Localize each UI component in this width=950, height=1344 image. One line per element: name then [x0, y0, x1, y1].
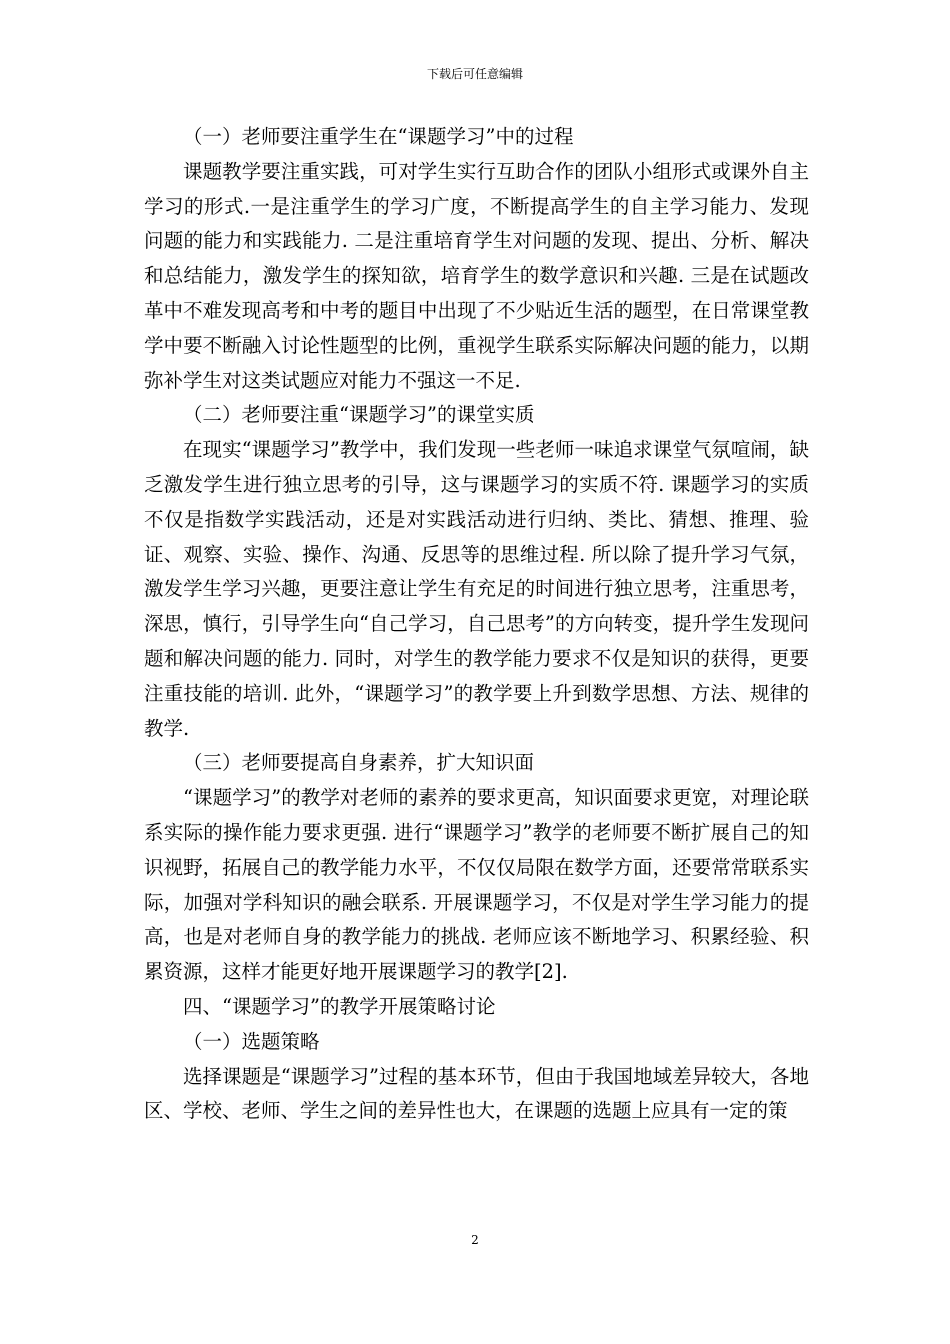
section-heading-strategy: 四、“课题学习”的教学开展策略讨论	[183, 994, 496, 1018]
body-paragraph-knowledge: “课题学习”的教学对老师的素养的要求更高，知识面要求更宽，对理论联系实际的操作能力要求更强. 进行“课题学习”教学的老师要不断扩展自己的知识视野，拓展自己的教学能力水平，不仅仅局限在数学方面，还要常常联系实际，加强对学科知识的融会联系. 开展课题学习，不仅是对学生学习能力的提高，也是对老师自身的教学能力的挑战. 老师应该不断地学习、积累经验、积累资源，这样才能更好地开展课题学习的教学[2].	[144, 786, 809, 984]
body-paragraph-topic-selection: 选择课题是“课题学习”过程的基本环节，但由于我国地域差异较大，各地区、学校、老师、学生之间的差异性也大，在课题的选题上应具有一定的策	[144, 1064, 809, 1123]
section-heading-classroom-essence: （二）老师要注重“课题学习”的课堂实质	[183, 403, 535, 427]
document-body	[144, 120, 809, 1129]
body-paragraph-practice: 课题教学要注重实践，可对学生实行互助合作的团队小组形式或课外自主学习的形式.一是注重学生的学习广度，不断提高学生的自主学习能力、发现问题的能力和实践能力. 二是注重培育学生对问题的发现、提出、分析、解决和总结能力，激发学生的探知欲，培育学生的数学意识和兴趣. 三是在试题改革中不难发现高考和中考的题目中出现了不少贴近生活的题型，在日常课堂教学中要不断融入讨论性题型的比例，重视学生联系实际解决问题的能力，以期弥补学生对这类试题应对能力不强这一不足.	[144, 159, 809, 392]
section-heading-teacher-process: （一）老师要注重学生在“课题学习”中的过程	[183, 125, 574, 148]
page-number: 2	[471, 1233, 479, 1247]
body-paragraph-independent-thinking: 在现实“课题学习”教学中，我们发现一些老师一味追求课堂气氛喧闹，缺乏激发学生进行独立思考的引导，这与课题学习的实质不符. 课题学习的实质不仅是指数学实践活动，还是对实践活动进行归纳、类比、猜想、推理、验证、观察、实验、操作、沟通、反思等的思维过程. 所以除了提升学习气氛，激发学生学习兴趣，更要注意让学生有充足的时间进行独立思考，注重思考，深思，慎行，引导学生向“自己学习，自己思考”的方向转变，提升学生发现问题和解决问题的能力. 同时，对学生的教学能力要求不仅是知识的获得，更要注重技能的培训. 此外，“课题学习”的教学要上升到数学思想、方法、规律的教学.	[144, 438, 809, 740]
section-heading-teacher-literacy: （三）老师要提高自身素养，扩大知识面	[183, 751, 535, 775]
section-heading-topic-selection: （一）选题策略	[183, 1029, 320, 1053]
page-header: 下载后可任意编辑	[426, 67, 523, 81]
